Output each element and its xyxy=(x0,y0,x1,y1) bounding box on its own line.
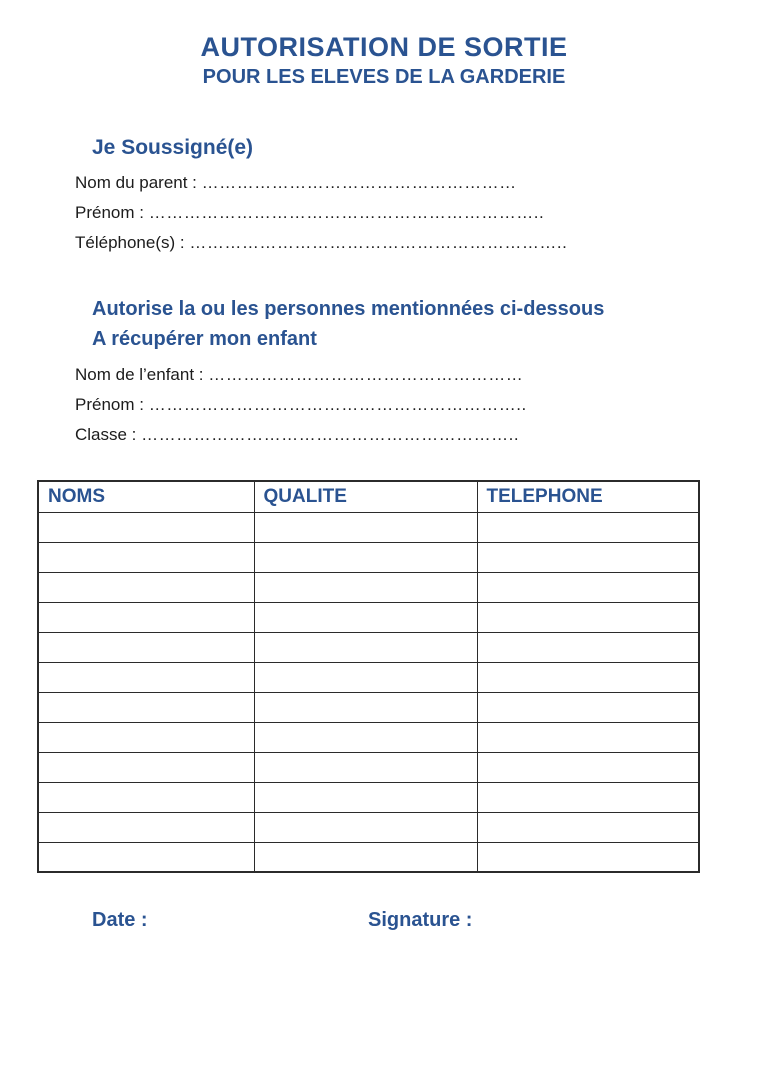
parent-name-field[interactable] xyxy=(75,168,768,198)
parent-firstname-label: Prénom : xyxy=(75,203,144,222)
parent-name-fill-line: ……………………………………………… xyxy=(201,173,517,192)
child-name-label: Nom de l’enfant : xyxy=(75,365,204,384)
child-firstname-fill-line: ……………………………………………………….. xyxy=(148,395,527,414)
authorization-section-heading xyxy=(92,294,768,354)
table-cell[interactable] xyxy=(38,632,254,662)
table-cell[interactable] xyxy=(477,602,699,632)
parent-section-heading: Je Soussigné(e) xyxy=(92,136,254,159)
table-header-qualite: QUALITE xyxy=(254,481,477,512)
signature-label: Signature : xyxy=(368,909,473,931)
table-cell[interactable] xyxy=(477,632,699,662)
table-cell[interactable] xyxy=(38,842,254,872)
table-body xyxy=(38,512,699,872)
child-class-label: Classe : xyxy=(75,425,137,444)
table-cell[interactable] xyxy=(477,542,699,572)
table-cell[interactable] xyxy=(38,812,254,842)
table-cell[interactable] xyxy=(254,662,477,692)
table-cell[interactable] xyxy=(254,602,477,632)
child-firstname-field[interactable] xyxy=(75,390,768,420)
table-cell[interactable] xyxy=(254,512,477,542)
table-cell[interactable] xyxy=(477,722,699,752)
parent-firstname-fill-line: ………………………………………………………….. xyxy=(148,203,545,222)
table-cell[interactable] xyxy=(254,632,477,662)
authorized-persons-table xyxy=(37,480,700,873)
table-row xyxy=(38,542,699,572)
table-cell[interactable] xyxy=(254,722,477,752)
table-cell[interactable] xyxy=(38,572,254,602)
table-row xyxy=(38,572,699,602)
table-row xyxy=(38,722,699,752)
table-cell[interactable] xyxy=(477,572,699,602)
table-cell[interactable] xyxy=(477,752,699,782)
table-row xyxy=(38,782,699,812)
date-label: Date : xyxy=(92,909,148,931)
table-cell[interactable] xyxy=(254,782,477,812)
table-cell[interactable] xyxy=(254,812,477,842)
child-firstname-label: Prénom : xyxy=(75,395,144,414)
page-title: AUTORISATION DE SORTIE xyxy=(200,32,568,62)
parent-phone-field[interactable] xyxy=(75,228,768,258)
parent-firstname-field[interactable] xyxy=(75,198,768,228)
child-name-fill-line: ……………………………………………… xyxy=(208,365,524,384)
table-cell[interactable] xyxy=(38,602,254,632)
table-cell[interactable] xyxy=(477,692,699,722)
authorization-heading-line1: Autorise la ou les personnes mentionnées ci-dessous xyxy=(92,298,605,320)
table-row xyxy=(38,602,699,632)
table-row xyxy=(38,752,699,782)
table-row xyxy=(38,632,699,662)
authorization-heading-line2: A récupérer mon enfant xyxy=(92,328,317,350)
table-cell[interactable] xyxy=(254,842,477,872)
table-row xyxy=(38,842,699,872)
child-class-fill-line: ……………………………………………………….. xyxy=(141,425,520,444)
footer xyxy=(0,909,768,939)
table-cell[interactable] xyxy=(477,812,699,842)
child-class-field[interactable] xyxy=(75,420,768,450)
table-cell[interactable] xyxy=(38,782,254,812)
table-header-telephone: TELEPHONE xyxy=(477,481,699,512)
table-header-row xyxy=(38,481,699,512)
table-row xyxy=(38,662,699,692)
table-cell[interactable] xyxy=(254,752,477,782)
table-cell[interactable] xyxy=(38,692,254,722)
table-row xyxy=(38,692,699,722)
table-cell[interactable] xyxy=(254,692,477,722)
parent-phone-fill-line: ……………………………………………………….. xyxy=(189,233,568,252)
table-row xyxy=(38,512,699,542)
parent-name-label: Nom du parent : xyxy=(75,173,197,192)
table-cell[interactable] xyxy=(477,782,699,812)
table-cell[interactable] xyxy=(38,722,254,752)
parent-phone-label: Téléphone(s) : xyxy=(75,233,185,252)
table-row xyxy=(38,812,699,842)
table-cell[interactable] xyxy=(477,662,699,692)
table-cell[interactable] xyxy=(254,542,477,572)
table-cell[interactable] xyxy=(38,752,254,782)
table-cell[interactable] xyxy=(477,512,699,542)
table-cell[interactable] xyxy=(254,572,477,602)
page-subtitle: POUR LES ELEVES DE LA GARDERIE xyxy=(202,66,566,88)
table-cell[interactable] xyxy=(477,842,699,872)
table-cell[interactable] xyxy=(38,512,254,542)
child-name-field[interactable] xyxy=(75,360,768,390)
table-cell[interactable] xyxy=(38,662,254,692)
table-header-noms: NOMS xyxy=(38,481,254,512)
table-cell[interactable] xyxy=(38,542,254,572)
